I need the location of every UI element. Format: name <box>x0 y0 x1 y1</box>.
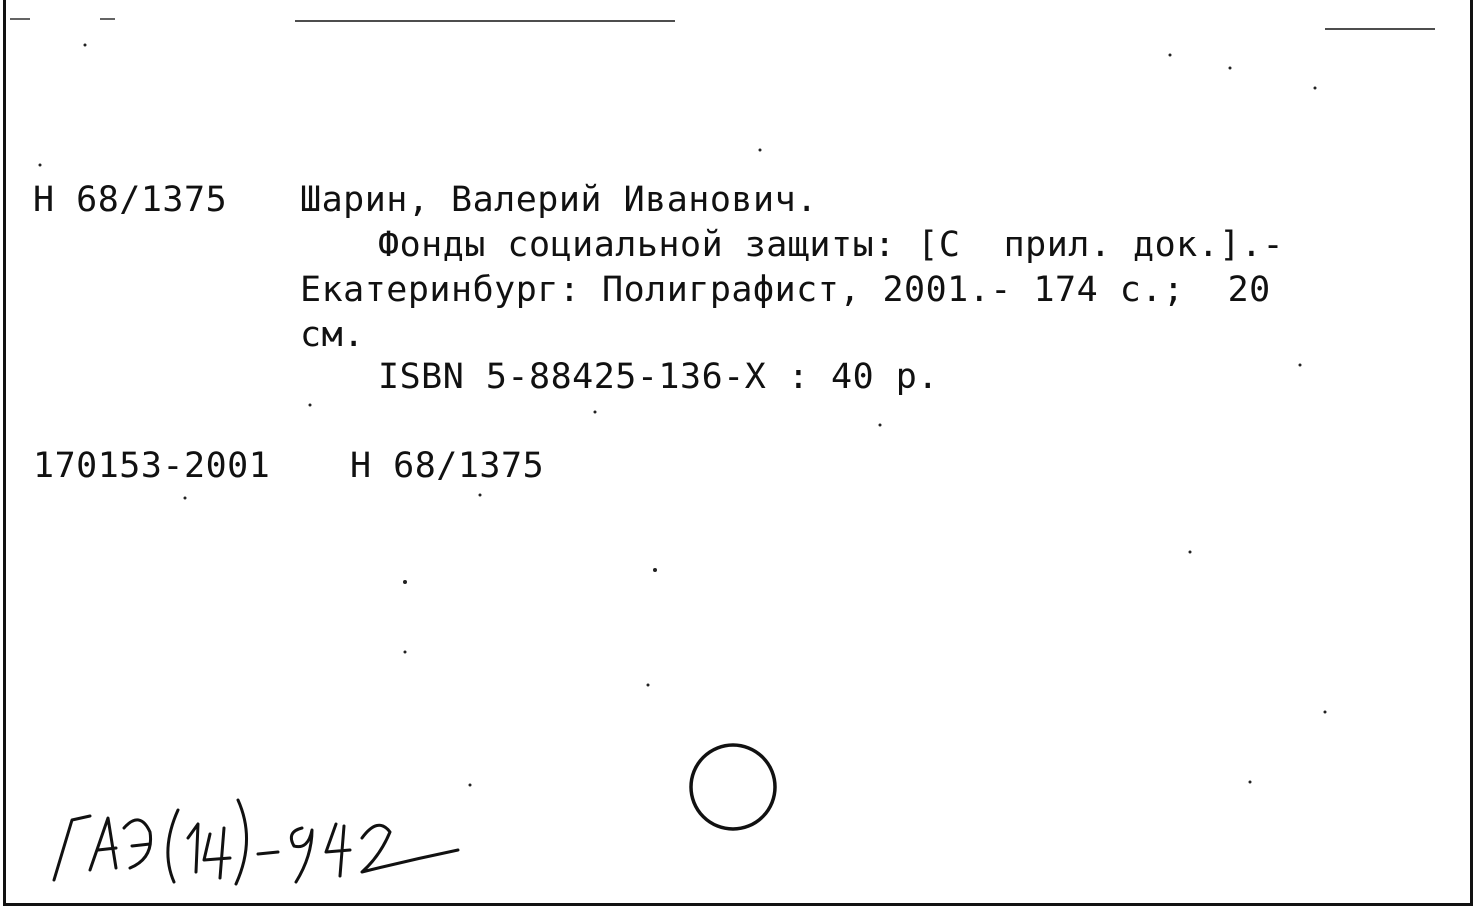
call-number: Н 68/1375 <box>33 180 228 220</box>
title-statement: Фонды социальной защиты: [С прил. док.].- <box>378 225 1285 265</box>
imprint-statement: Екатеринбург: Полиграфист, 2001.- 174 с.; 20 <box>300 270 1271 310</box>
author-heading: Шарин, Валерий Иванович. <box>300 180 818 220</box>
isbn-price: ISBN 5-88425-136-X : 40 р. <box>378 357 939 397</box>
accession-number: 170153-2001 <box>33 446 271 486</box>
punched-hole-circle <box>686 740 780 834</box>
handwritten-note-signature <box>50 780 480 890</box>
shelf-mark: Н 68/1375 <box>350 446 545 486</box>
imprint-continuation: см. <box>300 315 365 355</box>
